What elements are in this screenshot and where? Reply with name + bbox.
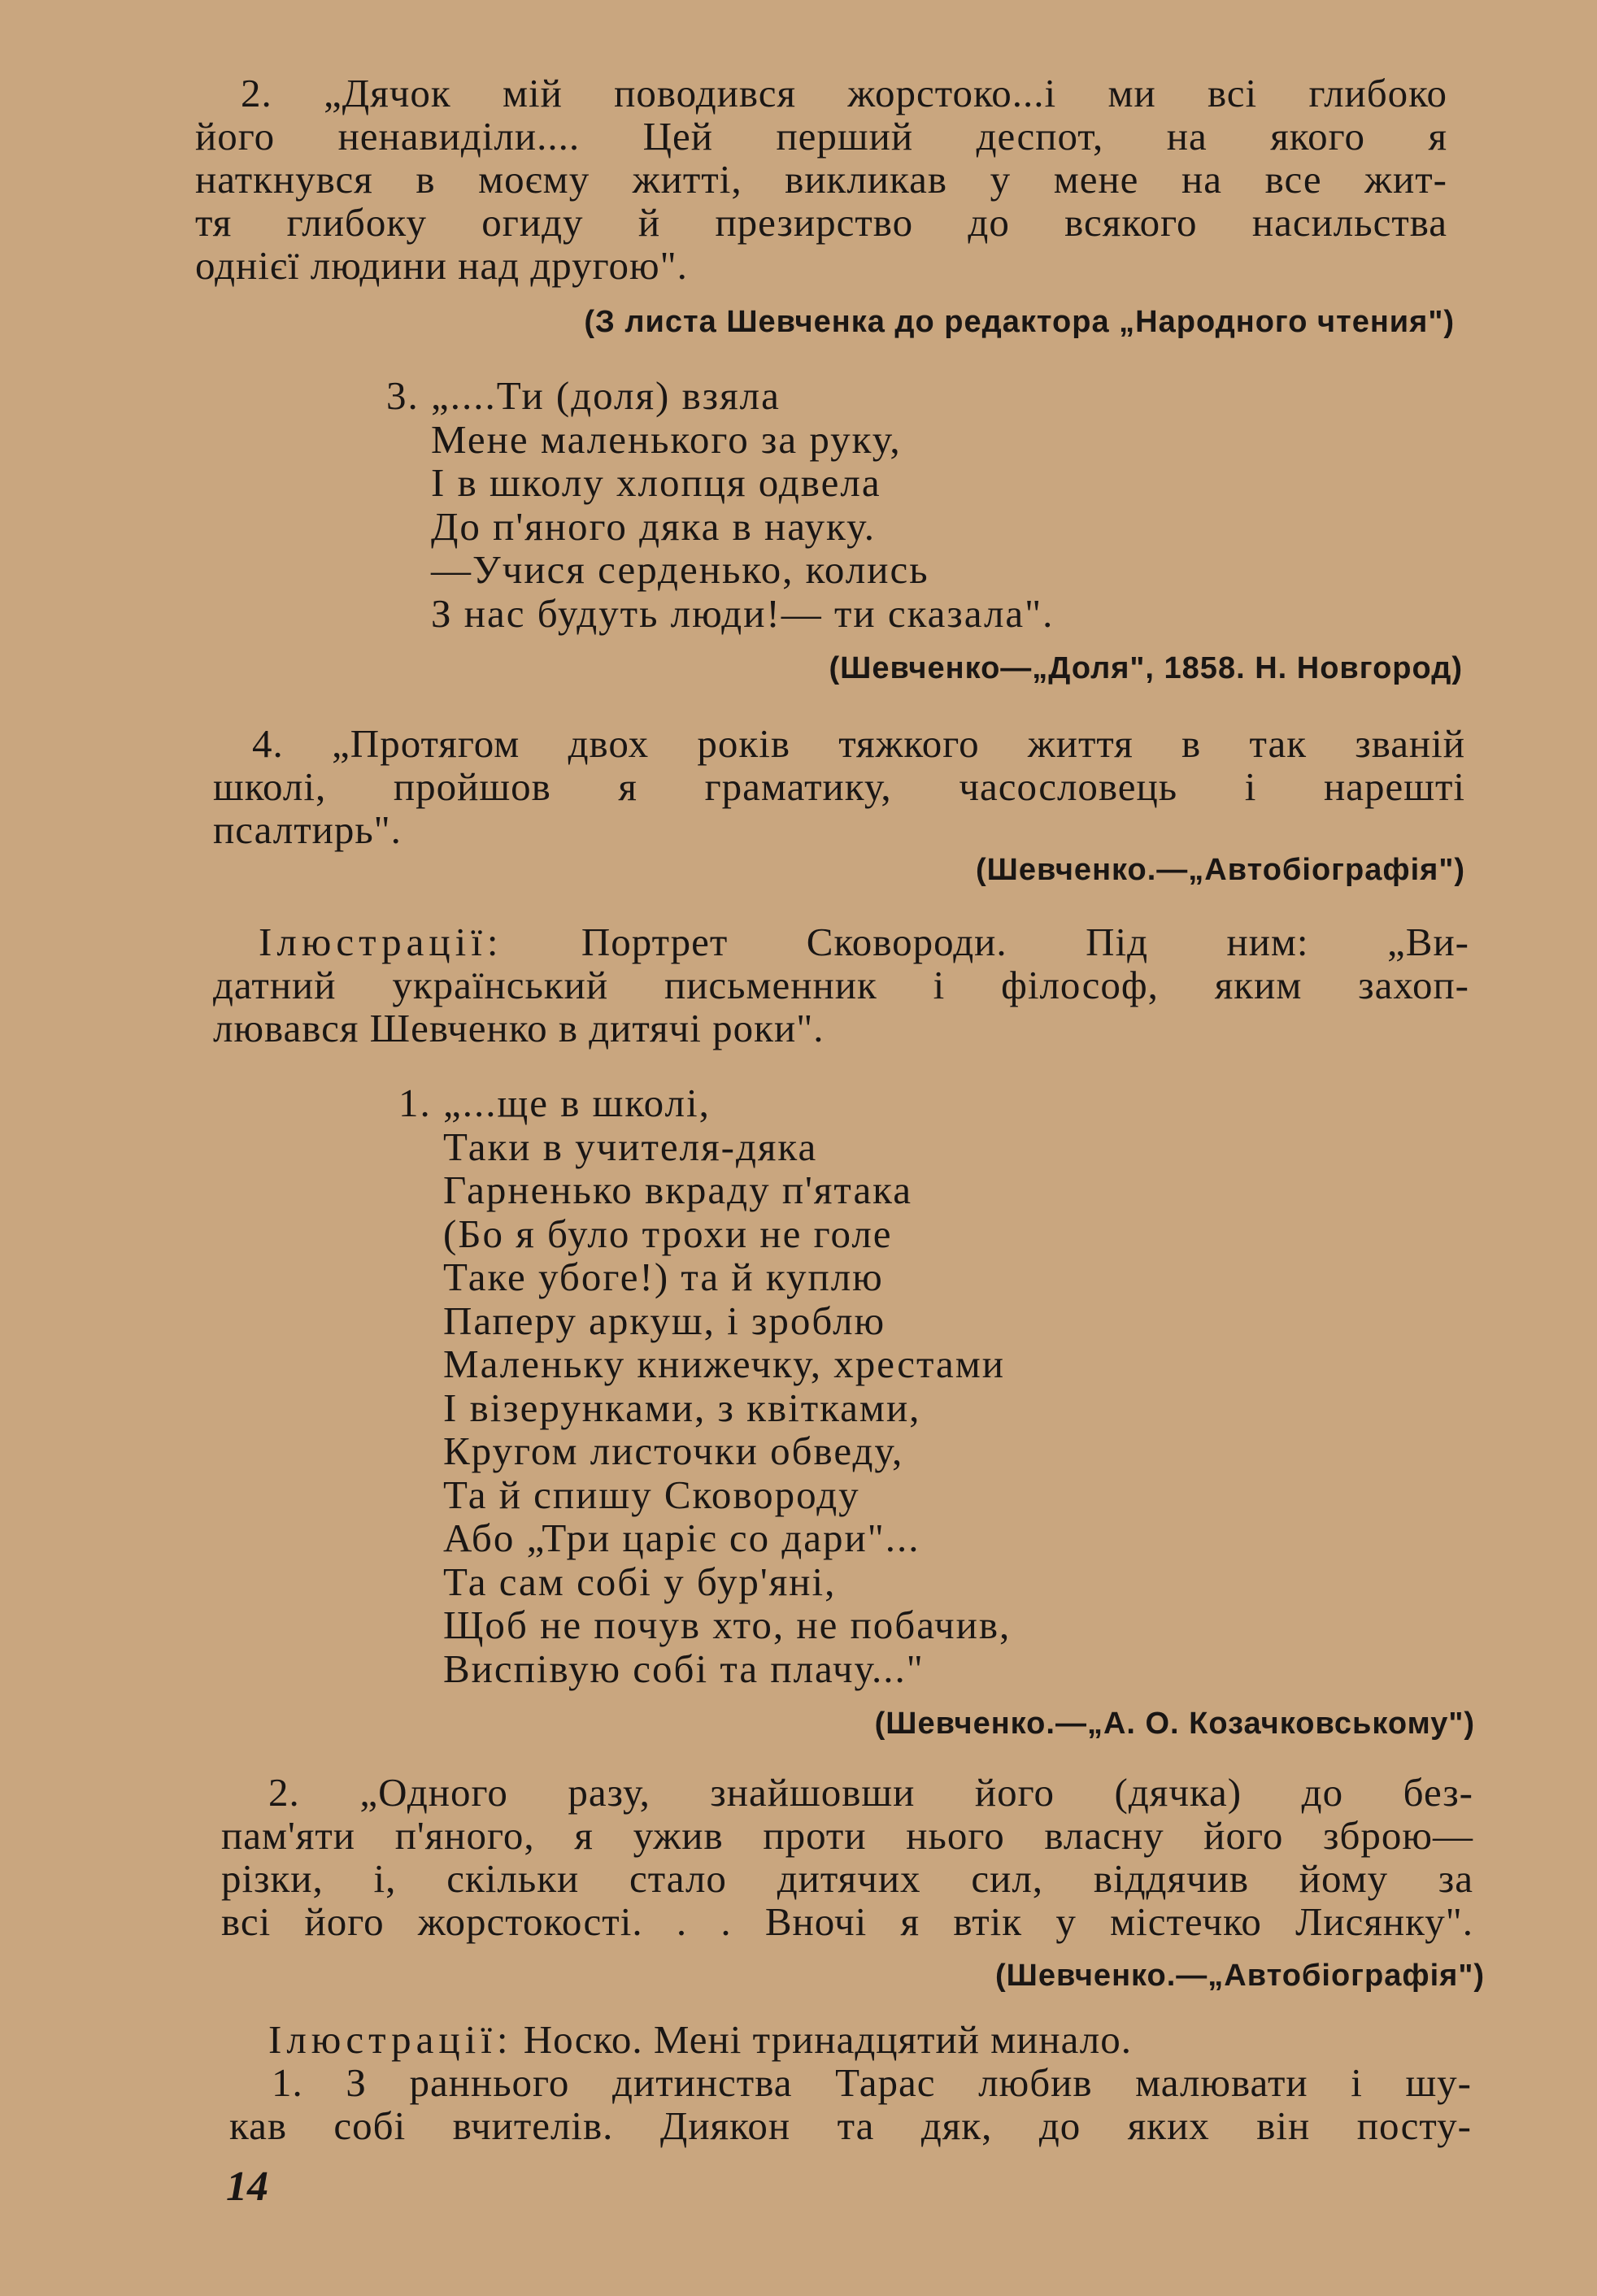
paragraph-2-dyachok xyxy=(195,72,1447,287)
verse-line: І візерунками, з квітками, xyxy=(443,1385,921,1430)
verse-line: Таке убоге!) та й куплю xyxy=(443,1255,884,1299)
text-line: лювався Шевченко в дитячі роки". xyxy=(213,1006,825,1050)
verse-line: Та й спишу Сковороду xyxy=(443,1472,860,1517)
illustrations-skovoroda xyxy=(213,920,1469,1050)
illustrations-nosko xyxy=(268,2018,1407,2061)
verse-line: Виспівую собі та плачу..." xyxy=(443,1646,925,1691)
verse-line: Гарненько вкраду п'ятака xyxy=(443,1168,912,1212)
citation-letter-to-editor: (З листа Шевченка до редактора „Народного чтения") xyxy=(584,305,1455,339)
verse-line: Або „Три царіє со дари"... xyxy=(443,1515,920,1560)
verse-line: Паперу аркуш, і зроблю xyxy=(443,1298,886,1343)
illustrations-text: Носко. Мені тринадцятий минало. xyxy=(512,2017,1132,2062)
verse-3-dolya xyxy=(386,374,1054,635)
illustrations-label: Ілюстрації: xyxy=(259,920,503,964)
text-line: 4. „Протягом двох років тяжкого життя в так званій xyxy=(252,721,1465,766)
verse-line: 3. „....Ти (доля) взяла xyxy=(386,373,781,418)
text-line: різки, і, скільки стало дитячих сил, віддячив йому за xyxy=(221,1856,1473,1901)
illustrations-text: Портрет Сковороди. Під ним: „Ви- xyxy=(503,920,1469,964)
verse-line: Та сам собі у бур'яні, xyxy=(443,1559,837,1604)
page-number: 14 xyxy=(226,2163,268,2210)
verse-line: —Учися серденько, колись xyxy=(431,547,929,592)
text-line xyxy=(268,2018,1407,2061)
text-line: кав собі вчителів. Диякон та дяк, до яких він посту- xyxy=(229,2103,1472,2148)
verse-line: Таки в учителя-дяка xyxy=(443,1124,818,1169)
verse-line: (Бо я було трохи не голе xyxy=(443,1211,893,1256)
verse-line: Мене маленького за руку, xyxy=(431,416,902,462)
citation-dolya: (Шевченко—„Доля", 1858. Н. Новгород) xyxy=(829,651,1463,685)
paragraph-4-grammar xyxy=(213,722,1465,851)
text-line: 1. З раннього дитинства Тарас любив малювати і шу- xyxy=(272,2060,1472,2105)
text-line: наткнувся в моєму житті, викликав у мене на все жит- xyxy=(195,157,1447,202)
text-line: 2. „Одного разу, знайшовши його (дячка) до без- xyxy=(268,1770,1473,1815)
text-line: всі його жорстокості. . . Вночі я втік у містечко Лисянку". xyxy=(221,1899,1473,1944)
citation-autobiography-1: (Шевченко.—„Автобіографія") xyxy=(975,853,1465,887)
paragraph-2-escape xyxy=(221,1771,1473,1943)
verse-line: З нас будуть люди!— ти сказала". xyxy=(431,590,1055,636)
text-line xyxy=(213,920,1469,963)
text-line: 2. „Дячок мій поводився жорстоко...і ми всі глибоко xyxy=(241,71,1447,115)
verse-line: І в школу хлопця одвела xyxy=(431,460,881,505)
citation-autobiography-2: (Шевченко.—„Автобіографія") xyxy=(994,1959,1485,1993)
citation-kozachkovsky: (Шевченко.—„А. О. Козачковському") xyxy=(874,1707,1475,1741)
verse-1-school xyxy=(398,1081,1011,1690)
text-line: псалтирь". xyxy=(213,807,402,852)
text-line: його ненавиділи.... Цей перший деспот, на якого я xyxy=(195,114,1447,159)
verse-line: 1. „...ще в школі, xyxy=(398,1081,711,1125)
text-line: тя глибоку огиду й презирство до всякого насильства xyxy=(195,200,1447,245)
paragraph-1-childhood xyxy=(229,2061,1472,2147)
illustrations-label: Ілюстрації: xyxy=(268,2017,513,2062)
text-line: однієї людини над другою". xyxy=(195,243,688,288)
text-line: датний український письменник і філософ, яким захоп- xyxy=(213,963,1469,1007)
text-line: пам'яти п'яного, я ужив проти нього власну його зброю— xyxy=(221,1813,1473,1858)
text-line: школі, пройшов я граматику, часословець і нарешті xyxy=(213,764,1465,809)
verse-line: До п'яного дяка в науку. xyxy=(431,503,876,549)
verse-line: Щоб не почув хто, не побачив, xyxy=(443,1602,1012,1647)
verse-line: Маленьку книжечку, хрестами xyxy=(443,1342,1005,1386)
verse-line: Кругом листочки обведу, xyxy=(443,1428,904,1473)
